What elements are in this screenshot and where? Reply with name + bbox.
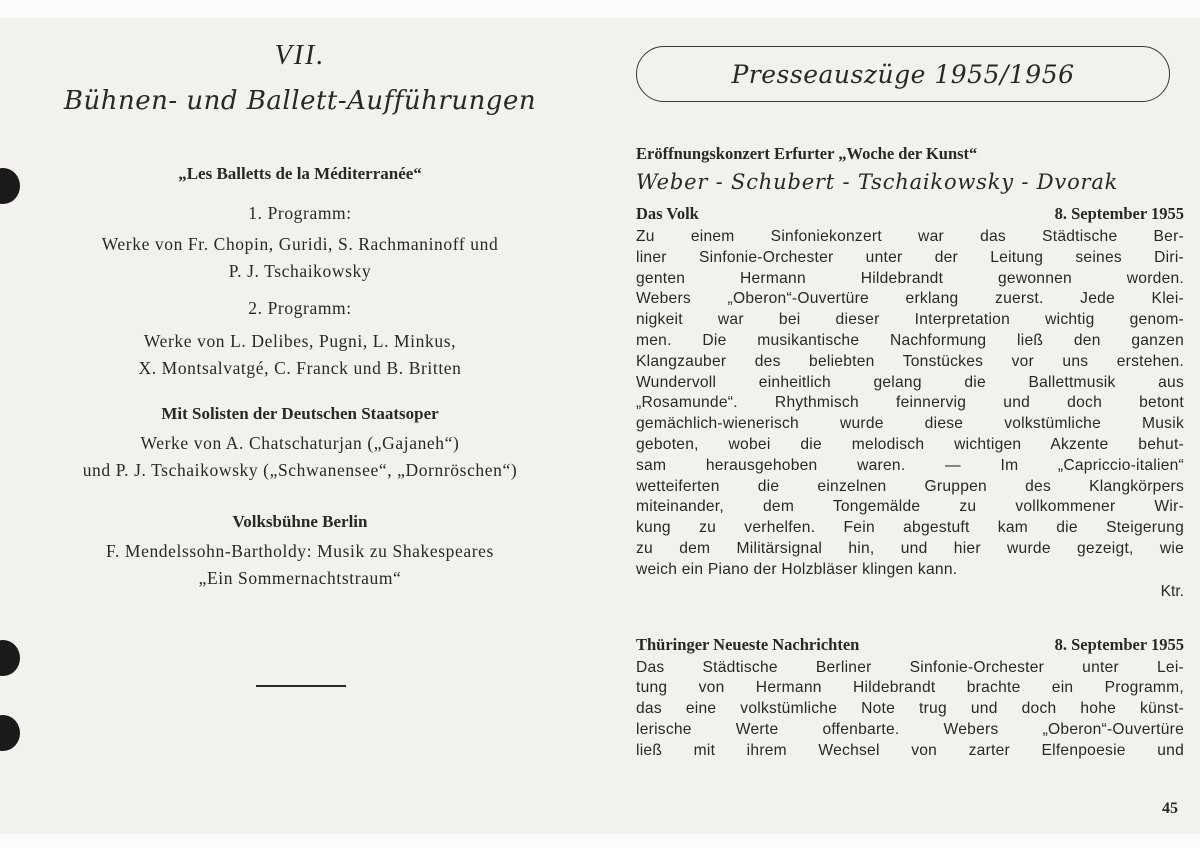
text-line: sam herausgehoben waren. — Im „Capriccio-italien“ bbox=[636, 456, 1184, 474]
text-line: nigkeit war bei dieser Interpretation wichtig genom- bbox=[636, 311, 1184, 329]
text-line: „Rosamunde“. Rhythmisch feinnervig und doch betont bbox=[636, 394, 1184, 412]
text-line: tung von Hermann Hildebrandt brachte ein Programm, bbox=[636, 679, 1184, 697]
text-line: lerische Werte offenbarte. Webers „Oberon“-Ouvertüre bbox=[636, 720, 1184, 738]
text-line: Webers „Oberon“-Ouvertüre erklang zuerst. Jede Klei- bbox=[636, 290, 1184, 308]
page-number: 45 bbox=[1162, 800, 1178, 817]
top-margin bbox=[0, 0, 1200, 18]
block-title: Mit Solisten der Deutschen Staatsoper bbox=[161, 404, 439, 423]
bottom-margin bbox=[0, 834, 1200, 848]
text-line: men. Die musikantische Nachformung ließ den ganzen bbox=[636, 331, 1184, 349]
text-line: das eine volkstümliche Note trug und doch hohe künst- bbox=[636, 700, 1184, 718]
article-signature: Ktr. bbox=[1160, 582, 1184, 600]
punch-hole-icon bbox=[0, 715, 20, 751]
composers-line: Weber - Schubert - Tschaikowsky - Dvorak bbox=[636, 170, 1119, 194]
punch-hole-icon bbox=[0, 168, 20, 204]
block-title: Volksbühne Berlin bbox=[232, 512, 368, 531]
program-label: 2. Programm: bbox=[248, 298, 352, 318]
block-text: F. Mendelssohn-Bartholdy: Musik zu Shakespeares bbox=[106, 541, 494, 561]
text-line: wetteiferten die einzelnen Gruppen des Klangkörpers bbox=[636, 477, 1184, 495]
block-text: und P. J. Tschaikowsky („Schwanensee“, „Dornröschen“) bbox=[82, 460, 518, 480]
article-header bbox=[636, 204, 1184, 224]
article-header bbox=[636, 635, 1184, 655]
press-heading-box bbox=[636, 46, 1170, 102]
text-line: ließ mit ihrem Wechsel von zarter Elfenpoesie und bbox=[636, 741, 1184, 759]
punch-hole-icon bbox=[0, 640, 20, 676]
article-date: 8. September 1955 bbox=[1054, 634, 1184, 654]
text-line: kung zu verhelfen. Fein abgestuft kam die Steigerung bbox=[636, 519, 1184, 537]
program-text: X. Montsalvatgé, C. Franck und B. Britten bbox=[138, 358, 462, 378]
program-text: Werke von Fr. Chopin, Guridi, S. Rachmaninoff und bbox=[101, 234, 499, 254]
program-text: Werke von L. Delibes, Pugni, L. Minkus, bbox=[143, 331, 457, 351]
press-title: Presseauszüge 1955/1956 bbox=[731, 59, 1075, 89]
text-line: Zu einem Sinfoniekonzert war das Städtische Ber- bbox=[636, 228, 1184, 245]
text-line: Das Städtische Berliner Sinfonie-Orchester unter Lei- bbox=[636, 658, 1184, 676]
text-line: liner Sinfonie-Orchester unter der Leitung seines Diri- bbox=[636, 248, 1184, 266]
article-body bbox=[636, 227, 1184, 581]
program-label: 1. Programm: bbox=[248, 203, 352, 223]
left-column bbox=[20, 40, 580, 592]
section-title: Bühnen- und Ballett-Aufführungen bbox=[63, 86, 537, 116]
text-line: gemächlich-wienerisch wurde diese volkstümliche Musik bbox=[636, 415, 1184, 433]
text-line: miteinander, dem Tongemälde zu vollkommener Wir- bbox=[636, 498, 1184, 516]
text-line: Klangzauber des beliebten Tonstückes vor uns erstehen. bbox=[636, 352, 1184, 370]
article-source: Thüringer Neueste Nachrichten bbox=[636, 634, 860, 654]
block-title: „Les Balletts de la Méditerranée“ bbox=[178, 164, 422, 183]
block-text: Werke von A. Chatschaturjan („Gajaneh“) bbox=[140, 433, 460, 453]
text-line: Wundervoll einheitlich gelang die Ballettmusik aus bbox=[636, 373, 1184, 391]
article-body bbox=[636, 658, 1184, 762]
block-text: „Ein Sommernachtstraum“ bbox=[198, 568, 402, 588]
text-line: genten Hermann Hildebrandt gewonnen worden. bbox=[636, 269, 1184, 287]
press-content bbox=[636, 144, 1184, 762]
text-line: weich ein Piano der Holzbläser klingen kann. bbox=[636, 560, 958, 578]
text-line: zu dem Militärsignal hin, und hier wurde gezeigt, wie bbox=[636, 539, 1184, 557]
concert-title: Eröffnungskonzert Erfurter „Woche der Kunst“ bbox=[636, 144, 978, 163]
article-date: 8. September 1955 bbox=[1054, 204, 1184, 223]
program-text: P. J. Tschaikowsky bbox=[228, 261, 372, 281]
section-number: VII. bbox=[274, 40, 326, 71]
divider-rule bbox=[256, 685, 346, 687]
article-source: Das Volk bbox=[636, 204, 699, 223]
text-line: geboten, wobei die melodisch wichtigen Akzente behut- bbox=[636, 435, 1184, 453]
